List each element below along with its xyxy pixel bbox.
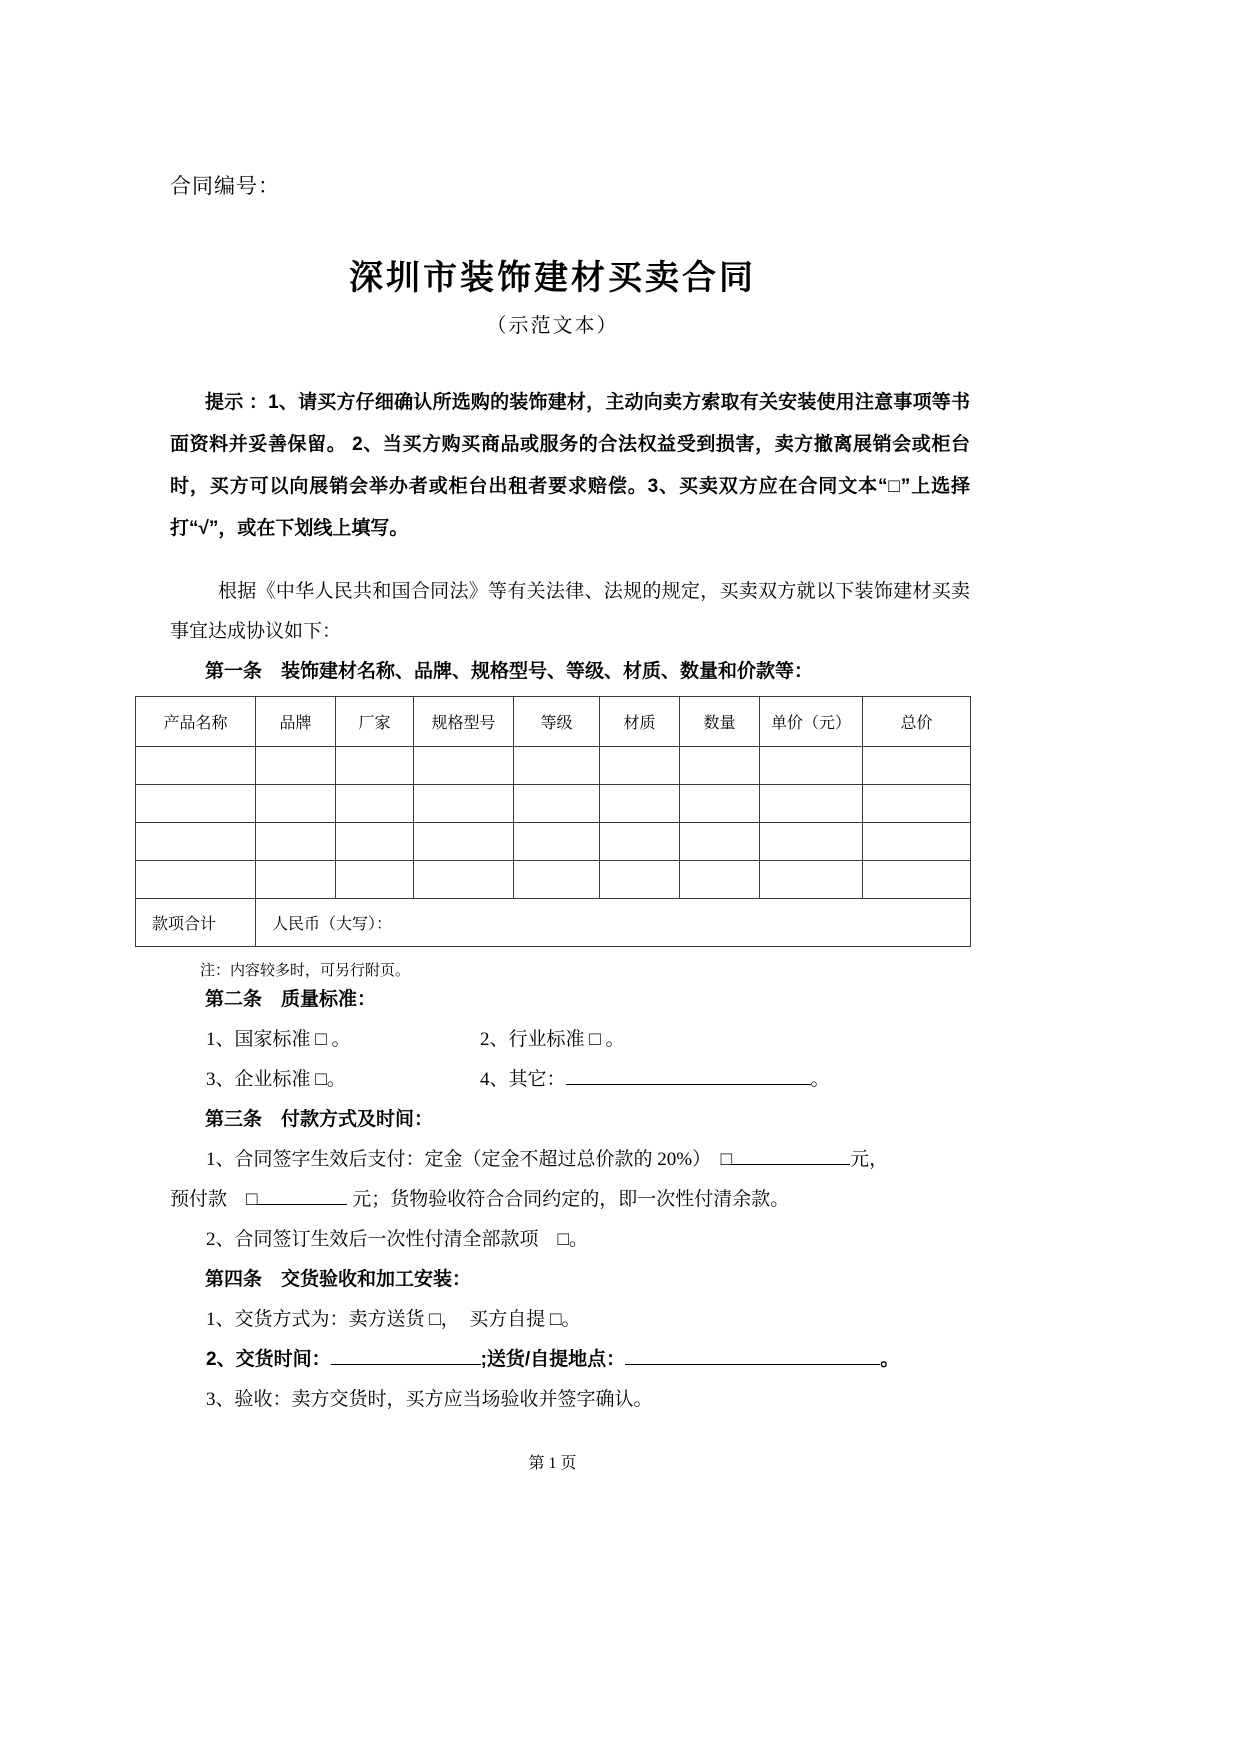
article2-heading: 第二条 质量标准： [205, 989, 377, 1010]
col-header-total-price: 总价 [863, 697, 971, 747]
total-value-cell: 人民币（大写）： [256, 899, 971, 947]
delivery-method: 1、交货方式为：卖方送货 □， 买方自提 □。 [206, 1309, 581, 1330]
table-cell-empty [136, 747, 256, 785]
quality-standards-line1 [170, 1020, 970, 1060]
contract-number-label: 合同编号： [170, 174, 280, 198]
table-cell-empty [256, 861, 336, 899]
table-cell-empty [136, 861, 256, 899]
table-cell-empty [863, 785, 971, 823]
blank-line-delivery-place [625, 1345, 880, 1365]
payment-prepay-rest: 元；货物验收符合合同约定的，即一次性付清余款。 [347, 1189, 790, 1210]
table-cell-empty [600, 823, 680, 861]
document-title: 深圳市装饰建材买卖合同 [349, 259, 756, 297]
table-cell-empty [514, 861, 600, 899]
payment-item2-line [170, 1220, 970, 1260]
table-row [136, 747, 971, 785]
table-row [136, 823, 971, 861]
table-cell-empty [680, 861, 760, 899]
article4-heading: 第四条 交货验收和加工安装： [205, 1269, 472, 1290]
table-cell-empty [414, 823, 514, 861]
table-cell-empty [336, 785, 414, 823]
col-header-brand: 品牌 [256, 697, 336, 747]
delivery-acceptance: 3、验收：卖方交货时，买方应当场验收并签字确认。 [206, 1389, 653, 1410]
table-cell-empty [600, 861, 680, 899]
table-row [136, 785, 971, 823]
table-cell-empty [863, 861, 971, 899]
table-note: 注：内容较多时，可另行附页。 [200, 963, 411, 979]
table-cell-empty [760, 785, 863, 823]
delivery-place-label: ;送货/自提地点： [480, 1349, 626, 1370]
table-cell-empty [336, 861, 414, 899]
table-cell-empty [600, 785, 680, 823]
table-cell-empty [336, 823, 414, 861]
quality-item-enterprise: 3、企业标准 □。 [206, 1069, 346, 1090]
payment-deposit-unit: 元， [850, 1149, 889, 1170]
col-header-grade: 等级 [514, 697, 600, 747]
preamble-paragraph: 根据《中华人民共和国合同法》等有关法律、法规的规定，买卖双方就以下装饰建材买卖事宜达成协议如下： [170, 581, 970, 642]
blank-line-prepay [257, 1185, 347, 1205]
table-cell-empty [336, 747, 414, 785]
table-cell-empty [863, 823, 971, 861]
table-cell-empty [760, 823, 863, 861]
table-cell-empty [514, 747, 600, 785]
blank-line-other [566, 1065, 811, 1085]
document-subtitle: （示范文本） [486, 315, 619, 337]
table-cell-empty [136, 823, 256, 861]
total-label-cell: 款项合计 [136, 899, 256, 947]
table-cell-empty [514, 823, 600, 861]
table-row [136, 861, 971, 899]
payment-deposit-text: 1、合同签字生效后支付：定金（定金不超过总价款的 20%） □ [206, 1149, 733, 1170]
delivery-item1-line [170, 1300, 970, 1340]
delivery-item2-period: 。 [880, 1349, 900, 1370]
quality-item-industry: 2、行业标准 □ 。 [480, 1029, 625, 1050]
blank-line-delivery-time [331, 1345, 481, 1365]
payment-item2: 2、合同签订生效后一次性付清全部款项 □。 [206, 1229, 588, 1250]
quality-item-national: 1、国家标准 □ 。 [206, 1029, 351, 1050]
quality-item-other-label: 4、其它： [480, 1069, 566, 1090]
payment-item1-line2 [170, 1180, 970, 1220]
delivery-item2-line [170, 1340, 970, 1380]
delivery-time-label: 2、交货时间： [206, 1349, 331, 1370]
table-cell-empty [256, 747, 336, 785]
delivery-item3-line [170, 1380, 970, 1420]
goods-table [135, 696, 971, 947]
payment-item1-line1 [170, 1140, 970, 1180]
article3-heading: 第三条 付款方式及时间： [205, 1109, 434, 1130]
table-cell-empty [256, 823, 336, 861]
quality-standards-line2 [170, 1060, 970, 1100]
table-cell-empty [760, 861, 863, 899]
document-content [135, 170, 970, 1420]
table-cell-empty [600, 747, 680, 785]
col-header-product-name: 产品名称 [136, 697, 256, 747]
table-cell-empty [136, 785, 256, 823]
table-cell-empty [414, 747, 514, 785]
col-header-quantity: 数量 [680, 697, 760, 747]
payment-prepay-text: 预付款 □ [170, 1189, 258, 1210]
table-cell-empty [680, 747, 760, 785]
table-cell-empty [760, 747, 863, 785]
table-cell-empty [680, 823, 760, 861]
table-cell-empty [414, 861, 514, 899]
table-cell-empty [256, 785, 336, 823]
table-cell-empty [863, 747, 971, 785]
notice-paragraph: 提示 ：1、请买方仔细确认所选购的装饰建材，主动向卖方索取有关安装使用注意事项等书面资料并妥善保留。 2、当买方购买商品或服务的合法权益受到损害，卖方撤离展销会或柜台时，买方可以向展销会举办者或柜台出租者要求赔偿。3、买卖双方应在合同文本“□”上选择打“√”，或在下划线上填写。 [170, 392, 970, 539]
col-header-material: 材质 [600, 697, 680, 747]
table-cell-empty [414, 785, 514, 823]
quality-item-other-period: 。 [810, 1069, 830, 1090]
col-header-manufacturer: 厂家 [336, 697, 414, 747]
table-header-row [136, 697, 971, 747]
col-header-spec-model: 规格型号 [414, 697, 514, 747]
table-cell-empty [680, 785, 760, 823]
blank-line-deposit [732, 1145, 850, 1165]
page-number: 第 1 页 [528, 1455, 577, 1472]
table-cell-empty [514, 785, 600, 823]
table-total-row [136, 899, 971, 947]
col-header-unit-price: 单价（元） [760, 697, 863, 747]
article1-heading: 第一条 装饰建材名称、品牌、规格型号、等级、材质、数量和价款等： [205, 661, 814, 682]
